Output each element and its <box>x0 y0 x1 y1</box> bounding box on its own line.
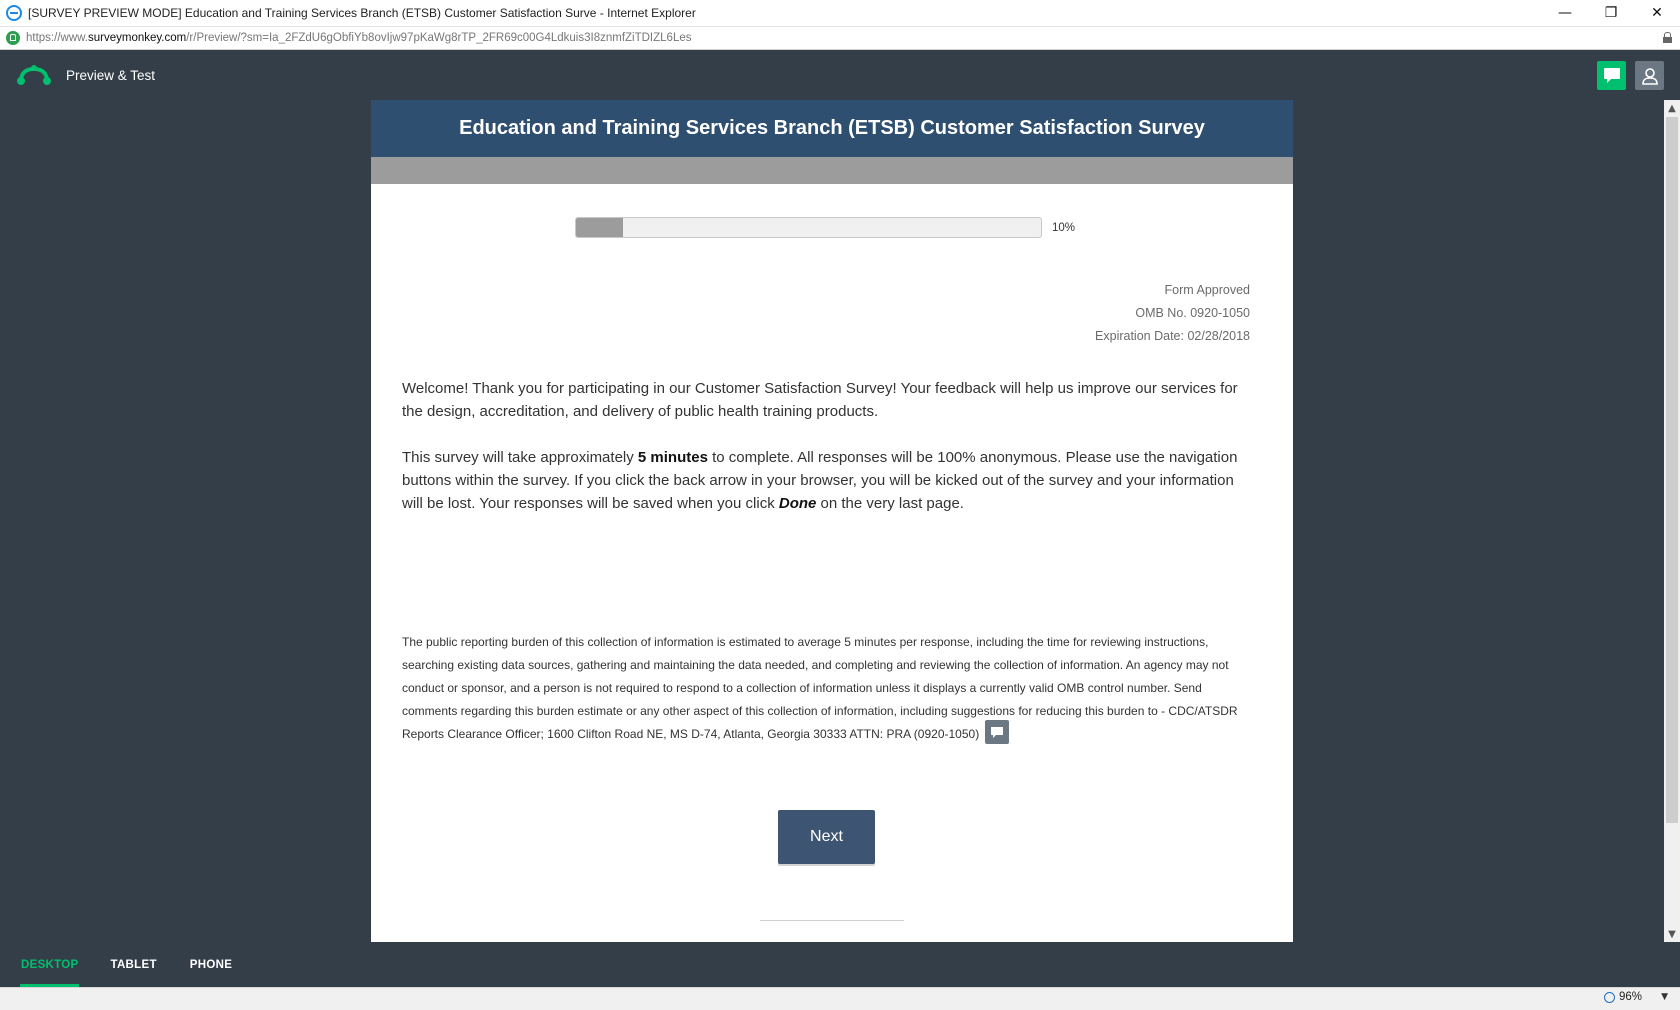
url-text[interactable] <box>26 32 691 44</box>
minimize-button[interactable]: — <box>1558 5 1572 21</box>
next-button[interactable]: Next <box>778 810 875 864</box>
form-approved-text: Form Approved <box>1164 283 1250 297</box>
tab-tablet[interactable]: TABLET <box>110 958 157 971</box>
internet-explorer-icon <box>6 5 22 21</box>
user-button[interactable] <box>1635 61 1664 90</box>
intro-paragraph-welcome: Welcome! Thank you for participating in our Customer Satisfaction Survey! Your feedback will help us improve our services for the design, accreditation, and delivery of public health training products. <box>402 380 1238 420</box>
zoom-icon <box>1604 992 1615 1003</box>
survey-page <box>371 100 1293 942</box>
url-host: surveymonkey.com <box>88 32 187 44</box>
restore-button[interactable]: ❐ <box>1604 5 1618 21</box>
surveymonkey-logo-icon[interactable] <box>16 63 52 87</box>
close-button[interactable]: ✕ <box>1651 5 1663 21</box>
window-controls <box>1542 0 1680 26</box>
survey-header <box>371 100 1293 157</box>
progress-indicator <box>575 217 1075 238</box>
instructions-text-end: on the very last page. <box>816 495 964 512</box>
survey-intro <box>402 377 1252 538</box>
done-emphasis: Done <box>778 495 817 512</box>
duration-emphasis: 5 minutes <box>637 449 708 466</box>
vertical-scrollbar[interactable] <box>1664 100 1680 942</box>
zoom-dropdown-icon[interactable]: ▼ <box>1661 992 1668 1002</box>
lock-icon[interactable] <box>1663 32 1672 43</box>
instructions-text-middle: to complete. All responses will be 100% anonymous. Please use the navigation buttons within the survey. If you click the back arrow in your browser, you will be kicked out of the survey and your information will be lost. Your responses will be saved when you click <box>402 449 1238 512</box>
expiration-date: Expiration Date: 02/28/2018 <box>1095 329 1250 343</box>
add-comment-button[interactable] <box>985 720 1009 744</box>
url-path: /r/Preview/?sm=Ia_2FZdU6gObfiYb8ovIjw97pKaWg8rTP_2FR69c00G4Ldkuis3I8znmfZiTDIZL6Les <box>186 32 692 44</box>
comments-button[interactable] <box>1597 61 1626 90</box>
device-preview-tabs <box>0 942 1680 987</box>
address-bar[interactable] <box>0 26 1680 50</box>
preview-stage <box>0 100 1664 942</box>
comments-icon <box>1603 67 1621 84</box>
burden-statement <box>402 631 1254 747</box>
app-header <box>0 50 1680 100</box>
scrollbar-thumb[interactable] <box>1666 117 1678 823</box>
window-title: [SURVEY PREVIEW MODE] Education and Training Services Branch (ETSB) Customer Satisfaction Surve - Internet Explorer <box>28 6 696 20</box>
progress-bar <box>575 217 1042 238</box>
progress-bar-fill <box>576 218 623 237</box>
window-titlebar <box>0 0 1680 26</box>
burden-text: The public reporting burden of this collection of information is estimated to average 5 minutes per response, including the time for reviewing instructions, searching existing data sources, gathering and maintaining the data needed, and completing and reviewing the collection of information. An agency may not conduct or sponsor, and a person is not required to respond to a collection of information unless it displays a currently valid OMB control number. Send comments regarding this burden estimate or any other aspect of this collection of information, including suggestions for reducing this burden to - CDC/ATSDR Reports Clearance Officer; 1600 Clifton Road NE, MS D-74, Atlanta, Georgia 30333 ATTN: PRA (0920-1050) <box>402 635 1238 742</box>
survey-title: Education and Training Services Branch (ETSB) Customer Satisfaction Survey <box>459 117 1205 139</box>
comment-icon <box>990 726 1004 739</box>
header-title: Preview & Test <box>66 67 156 83</box>
header-actions <box>1597 61 1664 90</box>
footer-divider <box>760 920 904 921</box>
scroll-up-arrow-icon[interactable]: ▲ <box>1668 102 1676 114</box>
secure-site-icon <box>6 31 20 45</box>
browser-statusbar <box>0 987 1680 1010</box>
url-scheme: https://www. <box>26 32 88 44</box>
zoom-level: 96% <box>1618 991 1642 1003</box>
form-approval-info <box>1095 279 1250 348</box>
survey-subheader-band <box>371 157 1293 184</box>
user-icon <box>1641 67 1659 85</box>
intro-paragraph-instructions <box>402 446 1252 515</box>
tab-phone[interactable]: PHONE <box>189 958 233 971</box>
scroll-down-arrow-icon[interactable]: ▼ <box>1668 928 1676 940</box>
instructions-text-start: This survey will take approximately <box>402 449 638 466</box>
omb-number: OMB No. 0920-1050 <box>1135 306 1250 320</box>
progress-percent: 10% <box>1052 221 1076 234</box>
tab-desktop[interactable]: DESKTOP <box>21 942 78 987</box>
zoom-control[interactable] <box>1604 991 1642 1003</box>
